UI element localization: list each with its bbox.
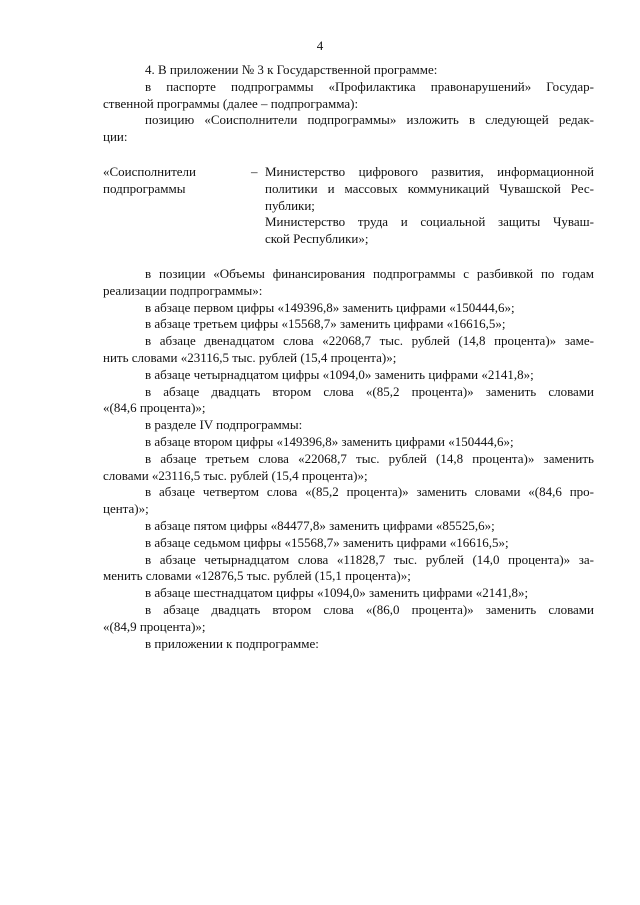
amendment-paragraph-continuation: реализации подпрограммы»: xyxy=(103,282,263,298)
coexecutors-label-line: «Соисполнители xyxy=(103,163,196,179)
amendment-paragraph: в абзаце седьмом цифры «15568,7» заменить цифрами «16616,5»; xyxy=(145,534,509,550)
amendment-paragraph: в абзаце третьем слова «22068,7 тыс. рублей (14,8 процента)» заменить xyxy=(145,450,594,466)
amendment-paragraph-continuation: менить словами «12876,5 тыс. рублей (15,1 процента)»; xyxy=(103,568,411,584)
coexecutor-line: политики и массовых коммуникаций Чувашской Рес- xyxy=(265,180,594,196)
amendment-paragraph-continuation: словами «23116,5 тыс. рублей (15,4 процента)»; xyxy=(103,467,368,483)
amendment-paragraph: в абзаце третьем цифры «15568,7» заменить цифрами «16616,5»; xyxy=(145,316,506,332)
document-body xyxy=(103,62,594,652)
amendment-paragraph: в позиции «Объемы финансирования подпрограммы с разбивкой по годам xyxy=(145,265,594,281)
amendment-list xyxy=(103,266,594,652)
coexecutors-label xyxy=(103,164,251,248)
amendment-paragraph: в абзаце двадцать втором слова «(85,2 процента)» заменить словами xyxy=(145,383,594,399)
amendment-paragraph: в абзаце пятом цифры «84477,8» заменить цифрами «85525,6»; xyxy=(145,517,495,533)
item-heading: 4. В приложении № 3 к Государственной программе: xyxy=(145,62,438,77)
spacer xyxy=(103,248,594,266)
position-line-1: позицию «Соисполнители подпрограммы» изложить в следующей редак- xyxy=(145,112,594,128)
coexecutor-line: Министерство труда и социальной защиты Чуваш- xyxy=(265,214,594,230)
amendment-paragraph-continuation: нить словами «23116,5 тыс. рублей (15,4 процента)»; xyxy=(103,349,397,365)
amendment-paragraph: в абзаце четырнадцатом слова «11828,7 тыс. рублей (14,0 процента)» за- xyxy=(145,551,594,567)
coexecutors-label-line: подпрограммы xyxy=(103,180,186,196)
amendment-paragraph: в приложении к подпрограмме: xyxy=(145,635,319,651)
amendment-paragraph: в абзаце двадцать втором слова «(86,0 процента)» заменить словами xyxy=(145,601,594,617)
coexecutors-dash: – xyxy=(251,163,258,179)
page-number: 4 xyxy=(316,38,324,53)
amendment-paragraph-continuation: «(84,9 процента)»; xyxy=(103,618,206,634)
amendment-paragraph: в абзаце первом цифры «149396,8» заменить цифрами «150444,6»; xyxy=(145,299,515,315)
amendment-paragraph: в разделе IV подпрограммы: xyxy=(145,417,303,433)
passport-line-2: ственной программы (далее – подпрограмма): xyxy=(103,95,359,111)
coexecutors-block xyxy=(103,164,594,248)
coexecutor-line: публики; xyxy=(265,197,315,213)
amendment-paragraph: в абзаце шестнадцатом цифры «1094,0» заменить цифрами «2141,8»; xyxy=(145,585,529,601)
amendment-paragraph: в абзаце двенадцатом слова «22068,7 тыс. рублей (14,8 процента)» заме- xyxy=(145,333,594,349)
coexecutors-value xyxy=(265,164,594,248)
amendment-paragraph-continuation: цента)»; xyxy=(103,501,149,517)
amendment-paragraph: в абзаце втором цифры «149396,8» заменить цифрами «150444,6»; xyxy=(145,433,514,449)
coexecutor-line: ской Республики»; xyxy=(265,231,369,247)
amendment-paragraph-continuation: «(84,6 процента)»; xyxy=(103,400,206,416)
position-line-2: ции: xyxy=(103,129,128,145)
amendment-paragraph: в абзаце четырнадцатом цифры «1094,0» заменить цифрами «2141,8»; xyxy=(145,366,534,382)
coexecutor-line: Министерство цифрового развития, информационной xyxy=(265,163,594,179)
amendment-paragraph: в абзаце четвертом слова «(85,2 процента)» заменить словами «(84,6 про- xyxy=(145,484,594,500)
spacer xyxy=(103,146,594,164)
passport-line-1: в паспорте подпрограммы «Профилактика правонарушений» Государ- xyxy=(145,78,594,94)
